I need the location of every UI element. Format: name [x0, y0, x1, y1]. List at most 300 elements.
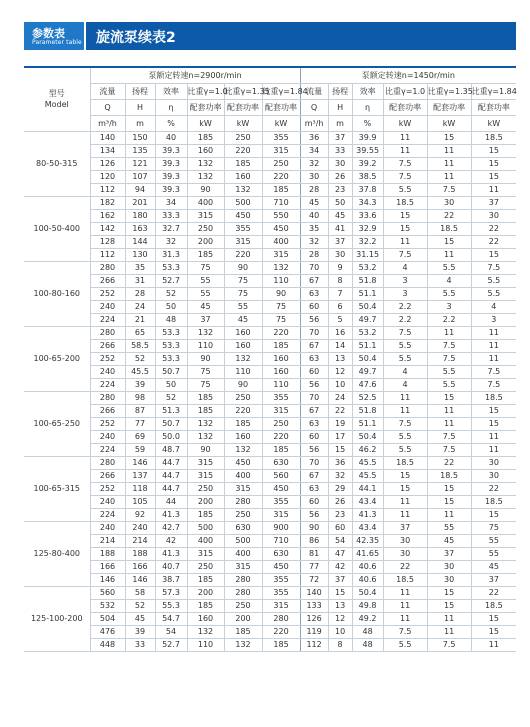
table-cell: 30	[471, 469, 516, 482]
table-cell: 7.5	[427, 443, 471, 456]
table-cell: 43.4	[352, 521, 383, 534]
table-cell: 280	[90, 456, 125, 469]
column-name: 比重γ=1.84	[471, 83, 516, 99]
column-unit: m³/h	[90, 115, 125, 131]
table-cell: 14	[328, 339, 352, 352]
table-cell: 11	[427, 170, 471, 183]
table-cell: 252	[90, 482, 125, 495]
table-cell: 49.8	[352, 599, 383, 612]
column-symbol: H	[125, 99, 155, 115]
table-cell: 11	[427, 326, 471, 339]
table-cell: 250	[262, 157, 300, 170]
table-cell: 15	[328, 586, 352, 599]
table-row	[24, 508, 516, 521]
table-cell: 86	[300, 534, 328, 547]
table-row	[24, 495, 516, 508]
table-cell: 355	[224, 222, 262, 235]
model-header	[24, 67, 90, 131]
table-cell: 140	[300, 586, 328, 599]
table-cell: 50.7	[155, 417, 187, 430]
table-cell: 240	[90, 300, 125, 313]
table-cell: 15	[427, 391, 471, 404]
table-cell: 23	[328, 508, 352, 521]
table-cell: 185	[262, 183, 300, 196]
table-cell: 53.3	[155, 352, 187, 365]
table-cell: 135	[125, 144, 155, 157]
table-cell: 132	[187, 625, 224, 638]
table-cell: 185	[262, 339, 300, 352]
table-cell: 92	[125, 508, 155, 521]
table-cell: 63	[300, 482, 328, 495]
table-cell: 315	[262, 248, 300, 261]
table-cell: 7.5	[383, 625, 427, 638]
column-symbol-row	[24, 99, 516, 115]
table-cell: 5.5	[427, 365, 471, 378]
table-cell: 11	[471, 443, 516, 456]
table-cell: 16	[328, 326, 352, 339]
model-cell: 125-100-200	[24, 586, 90, 651]
table-cell: 23	[328, 183, 352, 196]
table-cell: 132	[224, 443, 262, 456]
table-cell: 11	[471, 339, 516, 352]
column-name: 比重γ=1.35	[427, 83, 471, 99]
table-cell: 450	[262, 560, 300, 573]
table-cell: 28	[125, 287, 155, 300]
table-cell: 18.5	[383, 196, 427, 209]
page-title: 旋流泵续表2	[96, 30, 176, 46]
table-cell: 32.9	[352, 222, 383, 235]
table-cell: 146	[125, 573, 155, 586]
table-cell: 280	[224, 573, 262, 586]
table-cell: 75	[262, 313, 300, 326]
table-row	[24, 443, 516, 456]
table-cell: 400	[224, 547, 262, 560]
column-unit: kW	[383, 115, 427, 131]
table-cell: 51.8	[352, 274, 383, 287]
table-cell: 51.1	[352, 417, 383, 430]
table-cell: 3	[383, 287, 427, 300]
table-cell: 45	[300, 196, 328, 209]
table-cell: 67	[300, 404, 328, 417]
table-cell: 185	[224, 157, 262, 170]
table-cell: 67	[300, 469, 328, 482]
table-cell: 32	[328, 469, 352, 482]
table-cell: 32.7	[155, 222, 187, 235]
table-row	[24, 469, 516, 482]
table-cell: 280	[224, 495, 262, 508]
table-cell: 50	[155, 378, 187, 391]
table-cell: 57.3	[155, 586, 187, 599]
table-cell: 134	[90, 144, 125, 157]
table-cell: 280	[90, 261, 125, 274]
table-cell: 18.5	[427, 222, 471, 235]
table-cell: 160	[262, 352, 300, 365]
table-cell: 13	[328, 352, 352, 365]
table-cell: 15	[471, 508, 516, 521]
table-cell: 30	[328, 157, 352, 170]
table-cell: 30	[383, 534, 427, 547]
table-cell: 49.7	[352, 365, 383, 378]
table-cell: 220	[262, 170, 300, 183]
table-cell: 30	[427, 573, 471, 586]
table-cell: 710	[262, 196, 300, 209]
column-name-row	[24, 83, 516, 99]
table-cell: 15	[471, 170, 516, 183]
table-cell: 160	[187, 612, 224, 625]
table-cell: 315	[224, 235, 262, 248]
table-cell: 33	[328, 144, 352, 157]
table-cell: 450	[224, 456, 262, 469]
table-cell: 75	[187, 365, 224, 378]
table-cell: 315	[224, 482, 262, 495]
table-cell: 7.5	[427, 339, 471, 352]
table-cell: 34	[155, 196, 187, 209]
table-cell: 140	[90, 131, 125, 144]
table-cell: 185	[262, 443, 300, 456]
table-row	[24, 287, 516, 300]
table-cell: 132	[262, 261, 300, 274]
table-cell: 4	[383, 378, 427, 391]
table-cell: 24	[328, 391, 352, 404]
table-cell: 90	[300, 521, 328, 534]
table-cell: 7.5	[383, 170, 427, 183]
table-cell: 252	[90, 352, 125, 365]
table-cell: 46.2	[352, 443, 383, 456]
table-cell: 38.7	[155, 573, 187, 586]
table-cell: 41.3	[155, 508, 187, 521]
column-symbol: 配套功率	[471, 99, 516, 115]
table-cell: 126	[90, 157, 125, 170]
table-cell: 11	[383, 144, 427, 157]
table-cell: 2.2	[427, 313, 471, 326]
table-cell: 30	[427, 196, 471, 209]
speed-1450-header: 泵额定转速n=1450r/min	[300, 67, 516, 83]
table-row	[24, 157, 516, 170]
table-cell: 40	[155, 131, 187, 144]
table-cell: 18.5	[471, 391, 516, 404]
table-cell: 400	[262, 235, 300, 248]
table-cell: 142	[90, 222, 125, 235]
table-cell: 105	[125, 495, 155, 508]
table-row	[24, 547, 516, 560]
table-cell: 52	[125, 352, 155, 365]
table-cell: 63	[300, 417, 328, 430]
table-cell: 31.3	[155, 248, 187, 261]
table-cell: 37	[328, 573, 352, 586]
table-row	[24, 183, 516, 196]
table-cell: 162	[90, 209, 125, 222]
table-cell: 51.1	[352, 339, 383, 352]
table-cell: 90	[224, 378, 262, 391]
model-cell: 125-80-400	[24, 521, 90, 586]
table-cell: 75	[224, 287, 262, 300]
table-cell: 146	[90, 573, 125, 586]
table-cell: 710	[262, 534, 300, 547]
table-cell: 53.3	[155, 339, 187, 352]
table-cell: 224	[90, 443, 125, 456]
table-cell: 90	[187, 443, 224, 456]
table-cell: 65	[125, 326, 155, 339]
table-cell: 7.5	[427, 430, 471, 443]
table-cell: 39.3	[155, 183, 187, 196]
table-cell: 52	[155, 287, 187, 300]
table-cell: 50.0	[155, 430, 187, 443]
table-cell: 185	[187, 599, 224, 612]
table-cell: 19	[328, 417, 352, 430]
table-cell: 48	[155, 313, 187, 326]
table-cell: 22	[471, 586, 516, 599]
table-cell: 55	[471, 534, 516, 547]
column-unit: kW	[224, 115, 262, 131]
table-cell: 39.3	[155, 170, 187, 183]
table-cell: 137	[125, 469, 155, 482]
table-cell: 51.1	[352, 287, 383, 300]
table-cell: 220	[262, 430, 300, 443]
table-cell: 15	[471, 612, 516, 625]
table-cell: 5.5	[427, 378, 471, 391]
table-cell: 52	[125, 599, 155, 612]
table-cell: 7.5	[383, 248, 427, 261]
table-cell: 112	[90, 248, 125, 261]
table-cell: 60	[300, 430, 328, 443]
table-cell: 120	[90, 170, 125, 183]
table-cell: 250	[224, 508, 262, 521]
table-cell: 34	[300, 144, 328, 157]
table-cell: 110	[187, 638, 224, 651]
table-row	[24, 586, 516, 599]
column-unit: %	[352, 115, 383, 131]
table-cell: 56	[300, 378, 328, 391]
table-cell: 315	[187, 209, 224, 222]
table-cell: 11	[383, 404, 427, 417]
table-cell: 81	[300, 547, 328, 560]
table-cell: 550	[262, 209, 300, 222]
table-cell: 44.1	[352, 482, 383, 495]
table-cell: 45.5	[125, 365, 155, 378]
model-cell: 100-50-400	[24, 196, 90, 261]
table-cell: 11	[471, 430, 516, 443]
table-row	[24, 339, 516, 352]
table-cell: 630	[262, 456, 300, 469]
table-cell: 280	[90, 326, 125, 339]
column-unit-row	[24, 115, 516, 131]
table-cell: 53.3	[155, 326, 187, 339]
table-cell: 630	[224, 521, 262, 534]
table-cell: 11	[383, 612, 427, 625]
table-cell: 32	[300, 157, 328, 170]
table-row	[24, 144, 516, 157]
table-cell: 214	[125, 534, 155, 547]
table-cell: 110	[262, 274, 300, 287]
table-row	[24, 222, 516, 235]
table-cell: 280	[262, 612, 300, 625]
table-cell: 35	[300, 222, 328, 235]
table-cell: 56	[300, 508, 328, 521]
table-head	[24, 67, 516, 131]
table-cell: 2.2	[383, 300, 427, 313]
table-cell: 50	[328, 196, 352, 209]
table-cell: 5.5	[383, 443, 427, 456]
table-cell: 54	[328, 534, 352, 547]
column-symbol: 配套功率	[262, 99, 300, 115]
table-cell: 17	[328, 430, 352, 443]
column-name: 扬程	[328, 83, 352, 99]
table-cell: 38.5	[352, 170, 383, 183]
table-cell: 4	[383, 365, 427, 378]
table-cell: 44.7	[155, 456, 187, 469]
table-cell: 33	[125, 638, 155, 651]
table-cell: 132	[224, 183, 262, 196]
table-cell: 11	[383, 131, 427, 144]
table-cell: 32	[300, 235, 328, 248]
table-cell: 240	[90, 495, 125, 508]
table-cell: 185	[187, 573, 224, 586]
table-cell: 450	[224, 209, 262, 222]
table-cell: 7.5	[383, 326, 427, 339]
table-cell: 18.5	[471, 131, 516, 144]
table-cell: 400	[224, 469, 262, 482]
table-cell: 52.7	[155, 274, 187, 287]
table-cell: 166	[90, 560, 125, 573]
table-cell: 7.5	[471, 261, 516, 274]
table-row	[24, 417, 516, 430]
table-cell: 50.4	[352, 586, 383, 599]
table-cell: 166	[125, 560, 155, 573]
table-cell: 240	[90, 521, 125, 534]
table-row	[24, 170, 516, 183]
table-cell: 118	[125, 482, 155, 495]
table-cell: 185	[187, 391, 224, 404]
table-cell: 52.7	[155, 638, 187, 651]
table-cell: 40	[300, 209, 328, 222]
table-cell: 75	[262, 300, 300, 313]
section-tag-zh: 参数表	[32, 27, 65, 40]
table-cell: 315	[262, 599, 300, 612]
table-cell: 3	[471, 313, 516, 326]
column-name: 流量	[90, 83, 125, 99]
table-cell: 504	[90, 612, 125, 625]
column-symbol: 配套功率	[187, 99, 224, 115]
table-cell: 11	[427, 157, 471, 170]
table-cell: 15	[471, 157, 516, 170]
table-row	[24, 521, 516, 534]
table-cell: 188	[125, 547, 155, 560]
table-cell: 30	[427, 560, 471, 573]
table-cell: 56	[300, 443, 328, 456]
table-cell: 35	[125, 261, 155, 274]
table-cell: 6	[328, 300, 352, 313]
table-cell: 70	[300, 261, 328, 274]
column-symbol: H	[328, 99, 352, 115]
table-cell: 18.5	[471, 599, 516, 612]
column-name: 效率	[352, 83, 383, 99]
table-cell: 185	[187, 131, 224, 144]
table-cell: 15	[427, 599, 471, 612]
table-cell: 18.5	[383, 456, 427, 469]
column-symbol: Q	[300, 99, 328, 115]
table-row	[24, 573, 516, 586]
table-cell: 110	[224, 365, 262, 378]
table-row	[24, 248, 516, 261]
table-cell: 355	[262, 131, 300, 144]
table-cell: 18.5	[471, 495, 516, 508]
table-cell: 45	[328, 209, 352, 222]
table-cell: 532	[90, 599, 125, 612]
table-cell: 315	[187, 469, 224, 482]
table-row	[24, 378, 516, 391]
table-cell: 49.2	[352, 612, 383, 625]
table-cell: 48	[352, 638, 383, 651]
table-cell: 250	[262, 417, 300, 430]
table-cell: 128	[90, 235, 125, 248]
table-cell: 26	[328, 170, 352, 183]
table-cell: 315	[262, 404, 300, 417]
table-row	[24, 261, 516, 274]
table-row	[24, 209, 516, 222]
table-cell: 22	[471, 222, 516, 235]
column-symbol: 配套功率	[427, 99, 471, 115]
table-cell: 39.9	[352, 131, 383, 144]
table-cell: 48.7	[155, 443, 187, 456]
table-cell: 7.5	[471, 378, 516, 391]
table-cell: 55	[224, 300, 262, 313]
table-cell: 41.65	[352, 547, 383, 560]
column-symbol: 配套功率	[224, 99, 262, 115]
table-cell: 75	[471, 521, 516, 534]
header	[24, 22, 516, 50]
table-cell: 7.5	[383, 417, 427, 430]
table-cell: 355	[262, 586, 300, 599]
table-cell: 39.3	[155, 157, 187, 170]
table-cell: 400	[187, 196, 224, 209]
table-cell: 240	[90, 365, 125, 378]
table-cell: 250	[224, 599, 262, 612]
table-cell: 7.5	[471, 365, 516, 378]
table-cell: 11	[427, 612, 471, 625]
table-cell: 5.5	[383, 430, 427, 443]
table-cell: 220	[262, 326, 300, 339]
table-cell: 160	[224, 339, 262, 352]
table-cell: 22	[328, 404, 352, 417]
table-cell: 21	[125, 313, 155, 326]
table-cell: 7.5	[383, 157, 427, 170]
table-cell: 5.5	[471, 274, 516, 287]
table-row	[24, 560, 516, 573]
table-row	[24, 612, 516, 625]
table-cell: 28	[300, 183, 328, 196]
table-cell: 98	[125, 391, 155, 404]
table-cell: 220	[224, 404, 262, 417]
table-cell: 32	[155, 235, 187, 248]
table-cell: 52.5	[352, 391, 383, 404]
table-cell: 132	[187, 430, 224, 443]
column-name: 比重γ=1.0	[187, 83, 224, 99]
table-cell: 22	[471, 235, 516, 248]
table-cell: 355	[262, 573, 300, 586]
table-cell: 266	[90, 469, 125, 482]
table-cell: 132	[224, 638, 262, 651]
table-cell: 5.5	[427, 261, 471, 274]
table-cell: 12	[328, 612, 352, 625]
section-tag	[24, 22, 84, 50]
table-cell: 201	[125, 196, 155, 209]
table-cell: 7	[328, 287, 352, 300]
table-cell: 220	[224, 144, 262, 157]
table-cell: 15	[383, 222, 427, 235]
table-cell: 39.3	[155, 144, 187, 157]
table-cell: 185	[187, 248, 224, 261]
table-cell: 37	[328, 235, 352, 248]
